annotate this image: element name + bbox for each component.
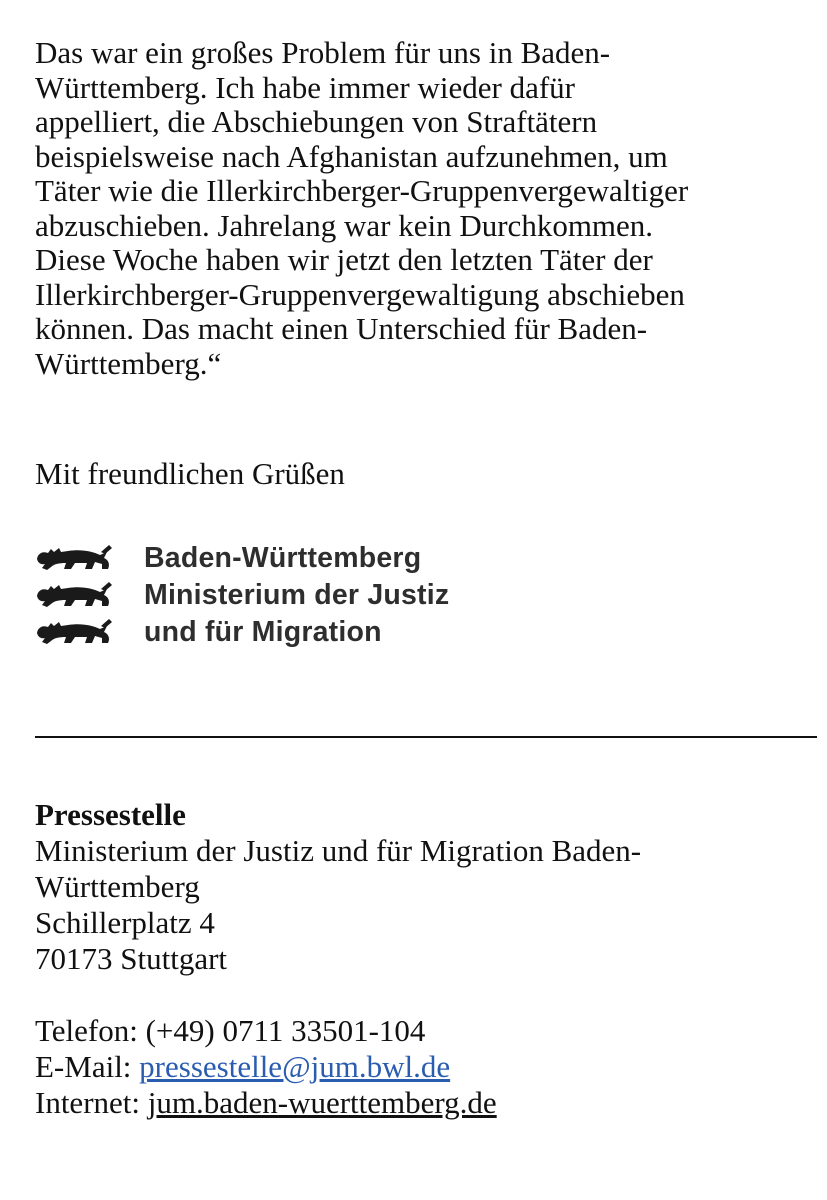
body-line: Württemberg.“ [35,345,222,381]
body-line: Täter wie die Illerkirchberger-Gruppenvergewaltiger [35,173,689,208]
contact-block [35,797,805,1121]
lion-icon [35,542,113,572]
phone-line [35,1013,805,1049]
logo-line-migration: und für Migration [144,616,382,648]
logo-line-state: Baden-Württemberg [144,542,422,574]
closing-greeting: Mit freundlichen Grüßen [35,456,345,491]
address-line: Schillerplatz 4 [35,905,215,940]
spacer [35,977,805,1013]
logo-row [35,540,555,576]
web-line [35,1085,805,1121]
web-label: Internet: [35,1085,141,1120]
lion-icon [35,579,113,609]
website-link[interactable]: jum.baden-wuerttemberg.de [147,1085,497,1120]
body-line: Diese Woche haben wir jetzt den letzten Täter der [35,242,653,277]
body-line: können. Das macht einen Unterschied für Baden- [35,311,648,346]
body-line: Illerkirchberger-Gruppenvergewaltigung abschieben [35,276,685,312]
address-line: 70173 Stuttgart [35,941,228,976]
address-line: Württemberg [35,869,200,904]
logo-line-ministry: Ministerium der Justiz [144,579,450,611]
body-line: abzuschieben. Jahrelang war kein Durchkommen. [35,207,654,243]
phone-label: Telefon: [35,1013,138,1048]
body-paragraph [35,36,805,381]
signature-divider [35,736,817,738]
logo-row [35,614,555,650]
body-line: appelliert, die Abschiebungen von Straftätern [35,104,598,139]
press-office-heading: Pressestelle [35,797,186,832]
phone-number: (+49) 0711 33501-104 [145,1013,426,1048]
email-line [35,1049,805,1085]
email-link[interactable]: pressestelle@jum.bwl.de [139,1049,451,1084]
logo-row [35,577,555,613]
body-line: Württemberg. Ich habe immer wieder dafür [35,69,575,105]
email-label: E-Mail: [35,1049,132,1084]
body-line: Das war ein großes Problem für uns in Baden- [35,35,611,70]
lion-icon [35,616,113,646]
body-line: beispielsweise nach Afghanistan aufzunehmen, um [35,138,668,174]
address-line: Ministerium der Justiz und für Migration Baden- [35,833,642,868]
